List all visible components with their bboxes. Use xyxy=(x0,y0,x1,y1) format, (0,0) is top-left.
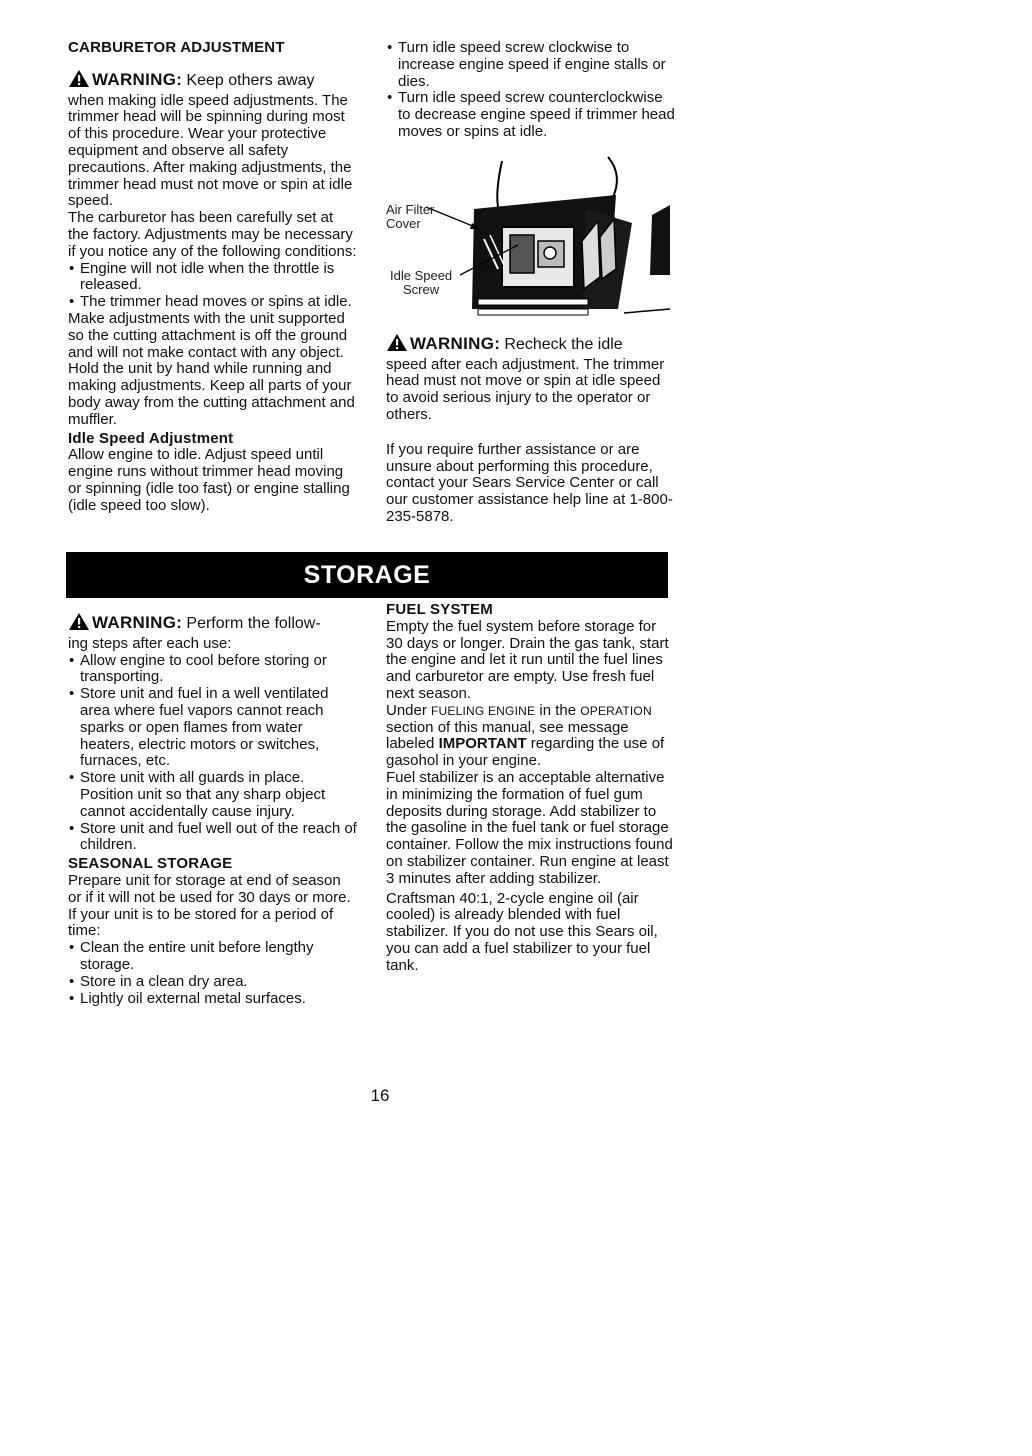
idle-speed-screw-label xyxy=(390,269,452,297)
air-filter-label-line2: Cover xyxy=(386,215,421,231)
page-number: 16 xyxy=(370,1086,390,1105)
warning-label: WARNING: xyxy=(410,333,501,353)
list-item: • Store unit with all guards in place. Position unit so that any sharp object cannot accidentally cause injury. xyxy=(68,770,358,820)
warning-triangle-icon xyxy=(386,333,408,357)
air-filter-label-line1: Air Filter xyxy=(386,201,435,217)
fuel-paragraph-4: Craftsman 40:1, 2-cycle engine oil (air cooled) is already blended with fuel stabilizer. If you do not use this Sears oil, you can add a fuel stabilizer to your fuel tank. xyxy=(386,889,658,974)
fuel-paragraph-3: Fuel stabilizer is an acceptable alternative in minimizing the formation of fuel gum deposits during storage. Add stabilizer to the gasoline in the fuel tank or fuel storage container. Follow the mix instructions found on stabilizer container. Run engine at least 3 minutes after adding stabilizer. xyxy=(386,768,673,887)
factory-paragraph: The carburetor has been carefully set at the factory. Adjustments may be necessary if you notice any of the following conditions: xyxy=(68,209,357,260)
warning-label: WARNING: xyxy=(92,613,183,632)
carburetor-section-continued xyxy=(386,40,676,526)
list-item: • The trimmer head moves or spins at idle. xyxy=(68,294,358,311)
list-item: • Engine will not idle when the throttle is released. xyxy=(68,261,358,295)
warning-triangle-icon xyxy=(68,69,90,93)
warning-body: ing steps after each use: xyxy=(68,634,232,652)
fuel-system-section xyxy=(386,602,676,975)
list-item: • Allow engine to cool before storing or transporting. xyxy=(68,653,358,687)
list-item: • Turn idle speed screw counterclockwise to decrease engine speed if trimmer head moves or spins at idle. xyxy=(386,90,676,140)
fuel-p2-text-c: section of this manual, see message labeled xyxy=(386,718,629,753)
important-label: IMPORTANT xyxy=(438,735,527,753)
list-item: • Turn idle speed screw clockwise to increase engine speed if engine stalls or dies. xyxy=(386,40,676,90)
storage-steps-list xyxy=(68,653,358,855)
warning-triangle-icon xyxy=(68,612,90,636)
fueling-engine-ref: FUELING ENGINE xyxy=(431,703,536,718)
warning-lead: Perform the follow- xyxy=(186,615,321,632)
warning-body: speed after each adjustment. The trimmer head must not move or spin at idle speed to avoid serious injury to the operator or others. xyxy=(386,355,665,423)
conditions-list xyxy=(68,261,358,311)
seasonal-list xyxy=(68,940,358,1007)
fuel-system-heading: FUEL SYSTEM xyxy=(386,601,493,618)
fuel-p2-text-d: regarding the use of gasohol in your engine. xyxy=(386,735,665,770)
seasonal-paragraph-2: If your unit is to be stored for a period of time: xyxy=(68,905,334,940)
carb-warning xyxy=(68,69,358,210)
list-item: • Lightly oil external metal surfaces. xyxy=(68,991,358,1008)
assistance-paragraph: If you require further assistance or are unsure about performing this procedure, contact your Sears Service Center or call our customer assistance help line at 1-800-235-5878. xyxy=(386,440,673,525)
seasonal-storage-heading: SEASONAL STORAGE xyxy=(68,855,233,873)
idle-speed-heading: Idle Speed Adjustment xyxy=(68,429,234,447)
idle-adjust-list xyxy=(386,40,676,141)
seasonal-paragraph-1: Prepare unit for storage at end of season or if it will not be used for 30 days or more. xyxy=(68,871,351,906)
operation-ref: OPERATION xyxy=(580,703,652,718)
list-item: • Store unit and fuel well out of the reach of children. xyxy=(68,821,358,855)
idle-screw-label-line2: Screw xyxy=(403,281,440,297)
idle-screw-label-line1: Idle Speed xyxy=(390,267,453,283)
warning-body: when making idle speed adjustments. The trimmer head will be spinning during most of this procedure. Wear your protective equipment and observe all safety precautions. After making adjustments, the trimmer head must not move or spin at idle speed. xyxy=(68,91,353,210)
warning-lead: Recheck the idle xyxy=(504,335,623,353)
carburetor-heading: CARBURETOR ADJUSTMENT xyxy=(68,39,285,56)
fuel-p2-text-b: in the xyxy=(539,701,577,719)
carburetor-section xyxy=(68,40,358,515)
warning-lead: Keep others away xyxy=(186,71,315,89)
storage-title-bar: STORAGE xyxy=(66,552,668,598)
idle-paragraph: Allow engine to idle. Adjust speed until engine runs without trimmer head moving or spinning (idle too fast) or engine stalling (idle speed too slow). xyxy=(68,446,350,514)
fuel-paragraph-1: Empty the fuel system before storage for 30 days or longer. Drain the gas tank, start the engine and let it run until the fuel lines and carburetor are empty. Use fresh fuel next season. xyxy=(386,617,669,702)
recheck-warning xyxy=(386,333,676,424)
carburetor-figure xyxy=(386,149,676,327)
fuel-p2-text-a: Under xyxy=(386,701,427,719)
support-paragraph: Make adjustments with the unit supported so the cutting attachment is off the ground and will not make contact with any object. Hold the unit by hand while running and making adjustments. Keep all parts of your body away from the cutting attachment and muffler. xyxy=(68,309,355,428)
storage-warning xyxy=(68,612,358,653)
list-item: • Store unit and fuel in a well ventilated area where fuel vapors cannot reach sparks or open flames from water heaters, electric motors or switches, furnaces, etc. xyxy=(68,686,358,770)
air-filter-cover-label xyxy=(386,203,434,231)
fuel-paragraph-2 xyxy=(386,703,676,770)
list-item: • Store in a clean dry area. xyxy=(68,974,358,991)
list-item: • Clean the entire unit before lengthy storage. xyxy=(68,940,358,974)
warning-label: WARNING: xyxy=(92,69,183,89)
storage-section xyxy=(68,602,358,1007)
carburetor-illustration xyxy=(386,149,676,327)
